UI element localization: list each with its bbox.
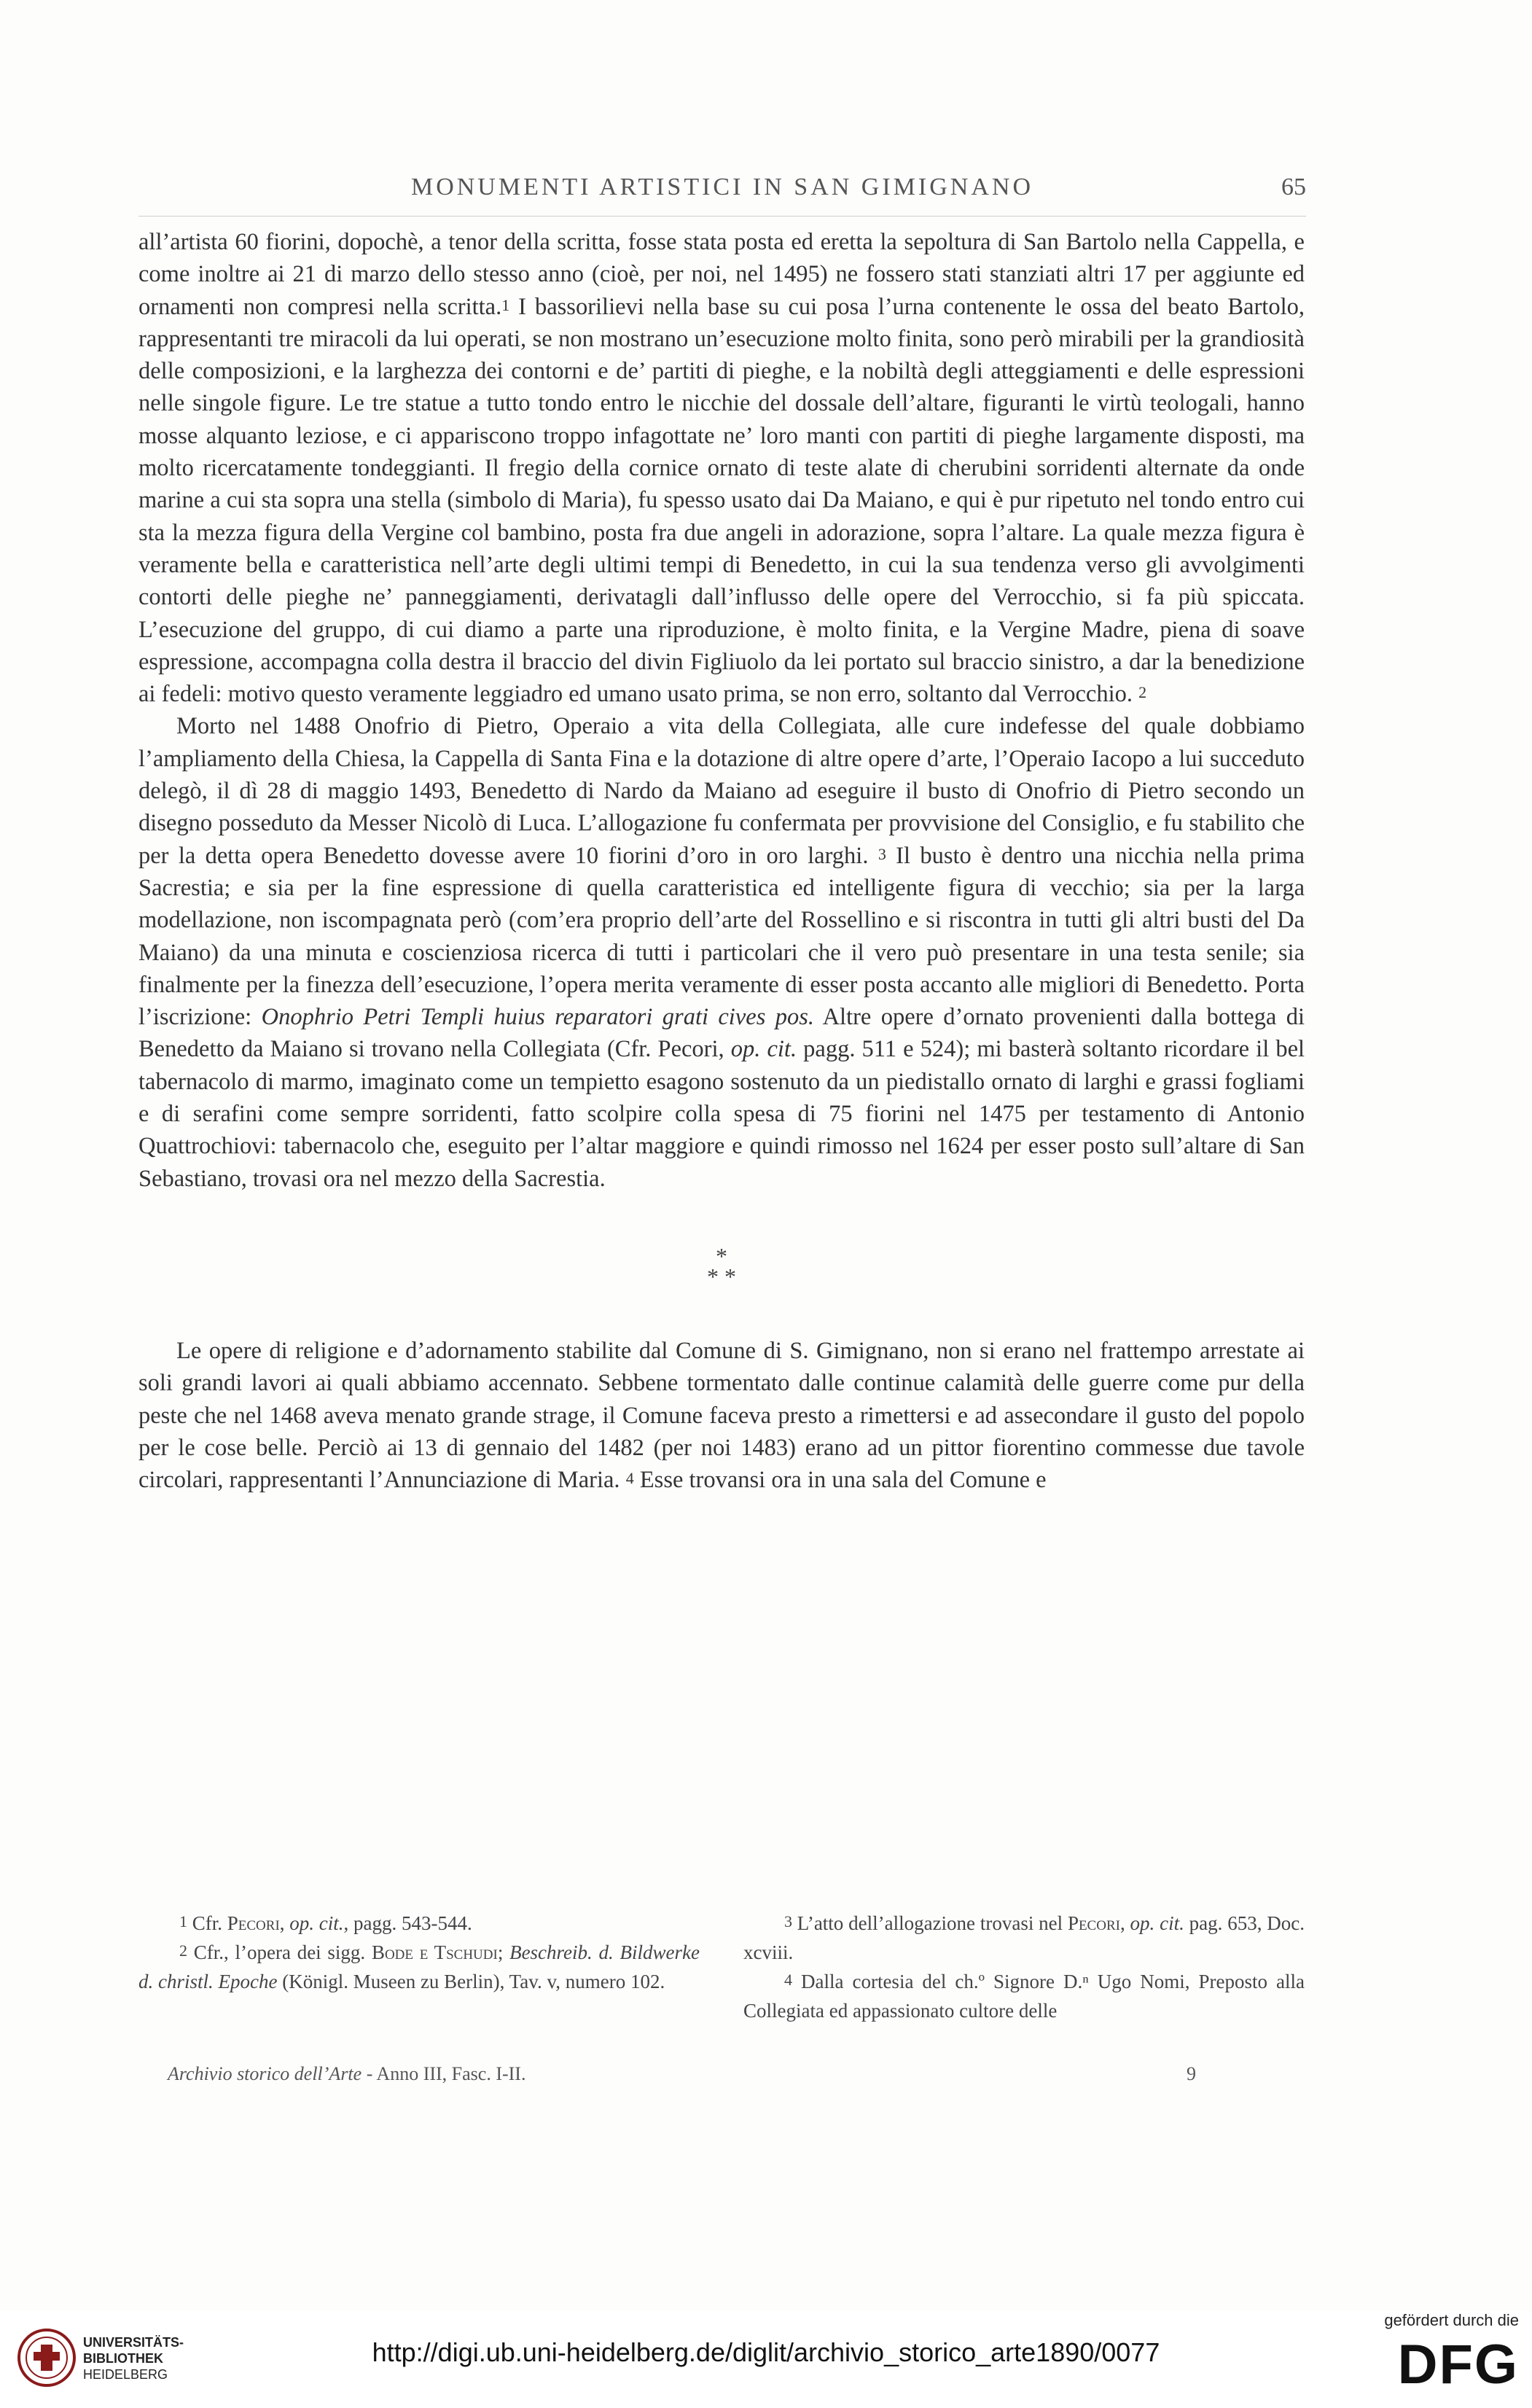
footnote-ref-3[interactable]: 3 xyxy=(878,844,886,863)
main-text xyxy=(138,226,1305,1496)
footnotes-left xyxy=(138,1909,700,2025)
signature-mark: 9 xyxy=(1187,2063,1196,2084)
footnotes xyxy=(138,1909,1305,2025)
footnote-4: $^4$ Dalla cortesia del ch.º Signore D.ⁿ Ugo Nomi, Preposto alla Collegiata ed appassionato cultore delle xyxy=(743,1971,1305,2022)
inscription: Onophrio Petri Templi huius reparatori grati cives pos. xyxy=(261,1004,814,1031)
footnote-ref-1[interactable]: 1 xyxy=(501,295,510,314)
dfg-wordmark: DFG xyxy=(1397,2334,1519,2396)
footnote-1: $^1$ Cfr. Pecori, op. cit., pagg. 543-544. xyxy=(179,1912,472,1934)
journal-footer: Archivio storico dell’Arte - Anno III, Fasc. I-II. xyxy=(168,2063,526,2084)
paragraph-3: Le opere di religione e d’adornamento stabilite dal Comune di S. Gimignano, non si erano nel frattempo arrestate ai soli grandi lavori ai quali abbiamo accennato. Sebbene tormentato dalle continue calamità delle guerre come pur della peste che nel 1468 aveva menato grande strage, il Comune faceva presto a rimettersi e ad assecondare il gusto del popolo per le cose belle. Perciò ai 13 di gennaio del 1482 (per noi 1483) erano ad un pittor fiorentino commesse due tavole circolari, rappresentanti l’Annunciazione di Maria. $^4$ Esse trovansi ora in una sala del Comune e xyxy=(138,1337,1305,1494)
running-head: MONUMENTI ARTISTICI IN SAN GIMIGNANO xyxy=(410,174,1034,200)
section-divider xyxy=(138,1242,1305,1290)
asterisk-bottom: * * xyxy=(707,1263,736,1290)
asterisk-top: * xyxy=(716,1242,727,1269)
permalink-url[interactable]: http://digi.ub.uni-heidelberg.de/diglit/archivio_storico_arte1890/0077 xyxy=(372,2337,1160,2367)
footnote-3: $^3$ L’atto dell’allogazione trovasi nel Pecori, op. cit. pag. 653, Doc. xcviii. xyxy=(743,1912,1305,1963)
dfg-logo[interactable] xyxy=(1337,2311,1519,2399)
paragraph-2: Morto nel 1488 Onofrio di Pietro, Operaio a vita della Collegiata, alle cure indefesse del quale dobbiamo l’ampliamento della Chiesa, la Cappella di Santa Fina e la dotazione di altre opere d’arte, l’Operaio Iacopo a lui succeduto delegò, il dì 28 di maggio 1493, Benedetto di Nardo da Maiano ad eseguire il busto di Onofrio di Pietro secondo un disegno posseduto da Messer Nicolò di Luca. L’allogazione fu confermata per provvisione del Consiglio, e fu stabilito che per la detta opera Benedetto dovesse avere 10 fiorini d’oro in oro larghi. $^3$ Il busto è dentro una nicchia nella prima Sacrestia; e sia per la fine espressione di quella caratteristica ed intelligente figura di vecchio; sia per la larga modellazione, non iscompagnata però (com’era proprio dell’arte del Rossellino e si riscontra in tutti gli altri busti del Da Maiano) da una minuta e coscienziosa ricerca di tutti i particolari che il vero può presentare in una testa senile; sia finalmente per la finezza dell’esecuzione, l’opera merita veramente di esser posta accanto alle migliori di Benedetto. Porta l’iscrizione: Onophrio Petri Templi huius reparatori grati cives pos. Altre opere d’ornato provenienti dalla bottega di Benedetto da Maiano si trovano nella Collegiata (Cfr. Pecori, op. cit. pagg. 511 e 524); mi basterà soltanto ricordare il bel tabernacolo di marmo, imaginato come un tempietto esagono sostenuto da un piedistallo ornato di larghi e grassi fogliami e di serafini come sempre sorridenti, fatto scolpire colla spesa di 75 fiorini nel 1475 per testamento di Antonio Quattrochiovi: tabernacolo che, eseguito per l’altar maggiore e quindi rimosso nel 1624 per esser posto sull’altare di San Sebastiano, trovasi ora nel mezzo della Sacrestia. xyxy=(138,713,1305,1192)
footnote-ref-4[interactable]: 4 xyxy=(625,1469,634,1488)
page-number: 65 xyxy=(1281,174,1306,200)
library-name-line-2: BIBLIOTHEK xyxy=(83,2351,163,2366)
library-name-line-1: UNIVERSITÄTS- xyxy=(83,2335,184,2350)
footnote-2: $^2$ Cfr., l’opera dei sigg. Bode e Tschudi; Beschreib. d. Bildwerke d. christl. Epoche (Königl. Museen zu Berlin), Tav. v, numero 102. xyxy=(138,1941,700,1992)
paragraph-1: all’artista 60 fiorini, dopochè, a tenor della scritta, fosse stata posta ed eretta la sepoltura di San Bartolo nella Cappella, e come inoltre ai 21 di marzo dello stesso anno (cioè, per noi, nel 1495) ne fossero stati stanziati altri 17 per aggiunte ed ornamenti non compresi nella scritta.$^1$ I bassorilievi nella base su cui posa l’urna contenente le ossa del beato Bartolo, rappresentanti tre miracoli da lui operati, se non mostrano un’esecuzione molto finita, sono però mirabili per la grandiosità delle composizioni, e la larghezza dei contorni e de’ partiti di pieghe, e la nobiltà degli atteggiamenti e delle espressioni nelle singole figure. Le tre statue a tutto tondo entro le nicchie del dossale dell’altare, figuranti le virtù teologali, hanno mosse alquanto leziose, e ci appariscono troppo infagottate ne’ loro manti con partiti di pieghe largamente disposti, ma molto ricercatamente tondeggianti. Il fregio della cornice ornato di teste alate di cherubini sorridenti alternate da onde marine a cui sta sopra una stella (simbolo di Maria), fu spesso usato dai Da Maiano, e qui è pur ripetuto nel tondo entro cui sta la mezza figura della Vergine col bambino, posta fra due angeli in adorazione, sopra l’altare. La quale mezza figura è veramente bella e caratteristica nell’arte degli ultimi tempi di Benedetto, in cui la sua tendenza verso gli avvolgimenti contorti delle pieghe ne’ panneggiamenti, derivatagli dall’influsso delle opere del Verrocchio, si fa più spiccata. L’esecuzione del gruppo, di cui diamo a parte una riproduzione, è molto finita, e la Vergine Madre, piena di soave espressione, accompagna colla destra il braccio del divin Figliuolo da lei portato sul braccio sinistro, a dar la benedizione ai fedeli: motivo questo veramente leggiadro ed umano usato prima, se non erro, soltanto dal Verrocchio. $^2$ xyxy=(138,229,1305,708)
library-name-line-3: HEIDELBERG xyxy=(83,2367,168,2382)
funding-caption: gefördert durch die xyxy=(1384,2311,1519,2329)
footnotes-right xyxy=(743,1909,1305,2025)
footnote-ref-2[interactable]: 2 xyxy=(1138,683,1147,702)
header-rule xyxy=(138,216,1306,217)
